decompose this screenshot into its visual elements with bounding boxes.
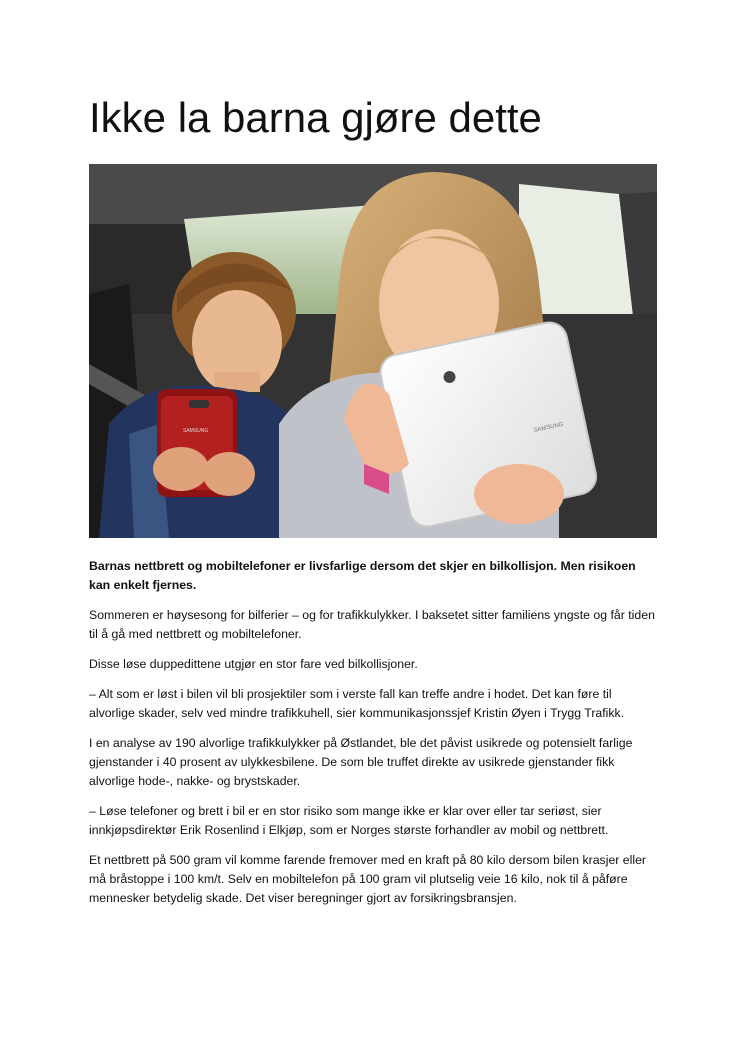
article-paragraph: Sommeren er høysesong for bilferier – og for trafikkulykker. I baksetet sitter familiens yngste og får tiden til å gå med nettbrett og mobiltelefoner. bbox=[89, 608, 655, 641]
article-paragraph: I en analyse av 190 alvorlige trafikkulykker på Østlandet, ble det påvist usikrede og potensielt farlige gjenstander i 40 prosent av ulykkesbilene. De som ble truffet direkte av usikrede gjenstander fikk alvorlige hode-, nakke- og brystskader. bbox=[89, 736, 633, 788]
article-paragraph: Et nettbrett på 500 gram vil komme farende fremover med en kraft på 80 kilo dersom bilen krasjer eller må bråstoppe i 100 km/t. Selv en mobiltelefon på 100 gram vil plutselig veie 16 kilo, nok til å påføre mennesker betydelig skade. Det viser beregninger gjort av forsikringsbransjen. bbox=[89, 853, 647, 905]
article-paragraph: – Løse telefoner og brett i bil er en stor risiko som mange ikke er klar over eller tar seriøst, sier innkjøpsdirektør Erik Rosenlind i Elkjøp, som er Norges største forhandler av mobil og nettbrett. bbox=[89, 804, 609, 837]
tablet-brand-label: SAMSUNG bbox=[533, 421, 565, 434]
article-paragraph: Disse løse duppedittene utgjør en stor fare ved bilkollisjoner. bbox=[89, 657, 418, 671]
article-photo bbox=[89, 164, 657, 538]
article-body bbox=[89, 557, 657, 919]
article-lead: Barnas nettbrett og mobiltelefoner er livsfarlige dersom det skjer en bilkollisjon. Men risikoen kan enkelt fjernes. bbox=[89, 559, 636, 592]
article-title: Ikke la barna gjøre dette bbox=[89, 94, 542, 141]
phone-brand-label: SAMSUNG bbox=[183, 428, 209, 434]
article-paragraph: – Alt som er løst i bilen vil bli prosjektiler som i verste fall kan treffe andre i hodet. Det kan føre til alvorlige skader, selv ved mindre trafikkuhell, sier kommunikasjonssjef Kristin Øyen i Trygg Trafikk. bbox=[89, 687, 625, 720]
